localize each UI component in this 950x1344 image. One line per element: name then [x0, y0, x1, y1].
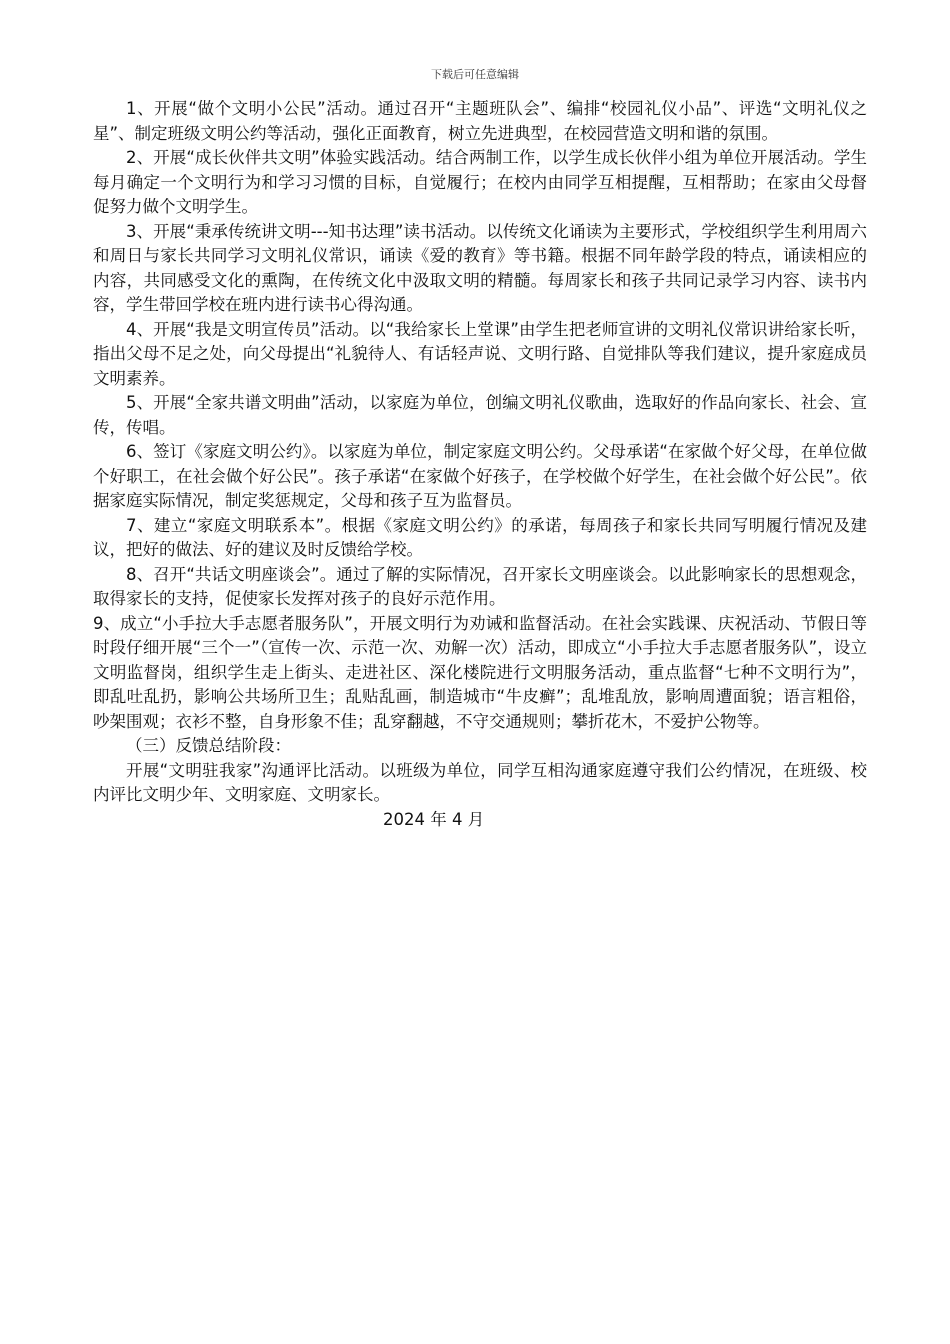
paragraph-feedback: 开展“文明驻我家”沟通评比活动。以班级为单位，同学互相沟通家庭遵守我们公约情况，在班级、校内评比文明少年、文明家庭、文明家长。: [93, 760, 867, 804]
paragraph-activity-4: 4、开展“我是文明宣传员”活动。以“我给家长上堂课”由学生把老师宣讲的文明礼仪常识讲给家长听，指出父母不足之处，向父母提出“礼貌待人、有话轻声说、文明行路、自觉排队等我们建议，提升家庭成员文明素养。: [93, 319, 867, 388]
paragraph-activity-6: 6、签订《家庭文明公约》。以家庭为单位，制定家庭文明公约。父母承诺“在家做个好父母，在单位做个好职工，在社会做个好公民”。孩子承诺“在家做个好孩子，在学校做个好学生，在社会做个好公民”。依据家庭实际情况，制定奖惩规定，父母和孩子互为监督员。: [93, 442, 867, 510]
paragraph-activity-9: 9、成立“小手拉大手志愿者服务队”，开展文明行为劝诫和监督活动。在社会实践课、庆祝活动、节假日等时段仔细开展“三个一”（宣传一次、示范一次、劝解一次）活动，即成立“小手拉大手志愿者服务队”，设立文明监督岗，组织学生走上街头、走进社区、深化楼院进行文明服务活动，重点监督“七种不文明行为”，即乱吐乱扔，影响公共场所卫生；乱贴乱画，制造城市“牛皮癣”；乱堆乱放，影响周遭面貌；语言粗俗，吵架围观；衣衫不整，自身形象不佳；乱穿翻越，不守交通规则；攀折花木，不爱护公物等。: [93, 613, 867, 731]
paragraph-activity-3: 3、开展“秉承传统讲文明---知书达理”读书活动。以传统文化诵读为主要形式，学校组织学生利用周六和周日与家长共同学习文明礼仪常识，诵读《爱的教育》等书籍。根据不同年龄学段的特点，诵读相应的内容，共同感受文化的熏陶，在传统文化中汲取文明的精髓。每周家长和孩子共同记录学习内容、读书内容，学生带回学校在班内进行读书心得沟通。: [93, 221, 867, 314]
paragraph-activity-8: 8、召开“共话文明座谈会”。通过了解的实际情况，召开家长文明座谈会。以此影响家长的思想观念，取得家长的支持，促使家长发挥对孩子的良好示范作用。: [93, 564, 867, 608]
paragraph-activity-7: 7、建立“家庭文明联系本”。根据《家庭文明公约》的承诺，每周孩子和家长共同写明履行情况及建议，把好的做法、好的建议及时反馈给学校。: [93, 515, 867, 559]
section-heading-feedback: （三）反馈总结阶段：: [126, 736, 291, 755]
document-date: 2024 年 4 月: [383, 809, 485, 829]
paragraph-activity-2: 2、开展“成长伙伴共文明”体验实践活动。结合两制工作，以学生成长伙伴小组为单位开展活动。学生每月确定一个文明行为和学习习惯的目标，自觉履行；在校内由同学互相提醒，互相帮助；在家由父母督促努力做个文明学生。: [93, 148, 867, 216]
document-body: [93, 97, 867, 832]
page-header-note: 下载后可任意编辑: [431, 68, 519, 81]
paragraph-activity-5: 5、开展“全家共谱文明曲”活动，以家庭为单位，创编文明礼仪歌曲，选取好的作品向家长、社会、宣传，传唱。: [93, 393, 867, 437]
paragraph-activity-1: 1、开展“做个文明小公民”活动。通过召开“主题班队会”、编排“校园礼仪小品”、评选“文明礼仪之星”、制定班级文明公约等活动，强化正面教育，树立先进典型，在校园营造文明和谐的氛围。: [93, 99, 867, 143]
